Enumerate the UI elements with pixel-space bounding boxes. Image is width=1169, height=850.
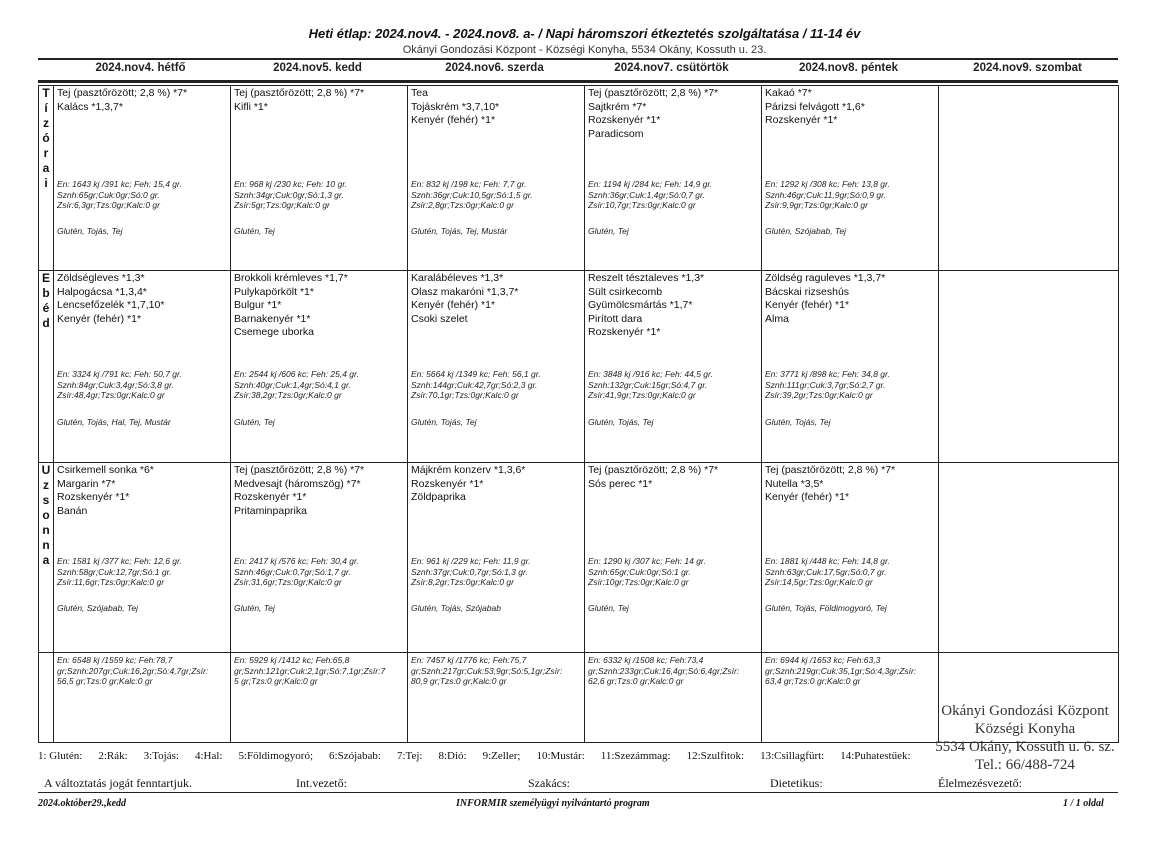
nutrition-line: Zsír:9,9gr;Tzs:0gr;Kalc:0 gr xyxy=(765,200,868,210)
dish-item: Csemege uborka xyxy=(234,326,314,338)
day-header: 2024.nov6. szerda xyxy=(445,62,544,74)
dish-item: Pritaminpaprika xyxy=(234,504,307,517)
menu-cell xyxy=(939,463,1119,653)
allergen-legend-item: 2:Rák: xyxy=(98,750,128,762)
allergen-legend-item: 11:Szezámmag: xyxy=(600,750,671,762)
allergen-list: Glutén, Tojás, Tej xyxy=(411,417,477,427)
meal-label xyxy=(39,271,54,463)
allergen-legend-item: 7:Tej: xyxy=(396,750,423,762)
nutrition-info xyxy=(765,556,890,588)
dish-item: Nutella *3,5* xyxy=(765,477,824,490)
allergen-list: Glutén, Szójabab, Tej xyxy=(57,603,138,613)
total-line: gr;Sznh:219gr;Cuk:35,1gr;Só:4,3gr;Zsír: xyxy=(765,665,917,676)
allergen-legend-item: 14:Puhatestűek: xyxy=(840,750,911,762)
stamp-line: 5534 Okány, Kossuth u. 6. sz. xyxy=(935,739,1115,755)
page-subtitle: Okányi Gondozási Központ - Községi Konyha, 5534 Okány, Kossuth u. 23. xyxy=(402,44,767,56)
nutrition-line: Zsír:70,1gr;Tzs:0gr;Kalc:0 gr xyxy=(411,390,519,400)
nutrition-line: Sznh:63gr;Cuk:17,5gr;Só:0,7 gr. xyxy=(765,566,887,577)
nutrition-info xyxy=(57,369,182,401)
allergen-legend-item: 4:Hal: xyxy=(194,750,223,762)
dish-item: Rozskenyér *1* xyxy=(765,114,838,126)
nutrition-line: Zsír:8,2gr;Tzs:0gr;Kalc:0 gr xyxy=(411,577,514,587)
allergen-list: Glutén, Tej xyxy=(588,603,629,613)
dish-item: Kenyér (fehér) *1* xyxy=(57,312,142,325)
nutrition-line: Zsír:11,6gr;Tzs:0gr;Kalc:0 gr xyxy=(57,577,165,587)
menu-cell xyxy=(54,86,231,271)
dish-item: Kalács *1,3,7* xyxy=(57,100,123,113)
dish-item: Sós perec *1* xyxy=(588,477,653,490)
menu-cell xyxy=(408,463,585,653)
divider xyxy=(38,58,1118,60)
dish-item: Tej (pasztőrözött; 2,8 %) *7* xyxy=(57,87,188,99)
meal-label-letter: b xyxy=(42,286,50,300)
menu-cell xyxy=(54,463,231,653)
day-header: 2024.nov4. hétfő xyxy=(95,62,186,74)
nutrition-line: En: 3771 kj /898 kc; Feh: 34,8 gr. xyxy=(765,369,890,379)
dish-item: Bulgur *1* xyxy=(234,299,282,311)
dish-item: Pirított dara xyxy=(588,312,643,325)
menu-cell xyxy=(762,271,939,463)
nutrition-info xyxy=(411,179,533,211)
dish-item: Karalábéleves *1,3* xyxy=(411,272,504,284)
menu-cell xyxy=(585,86,762,271)
allergen-list: Glutén, Tojás, Szójabab xyxy=(411,603,501,613)
nutrition-line: En: 1581 kj /377 kc; Feh: 12,6 gr. xyxy=(57,556,182,566)
int-vezeto-label: Int.vezető: xyxy=(296,776,347,790)
day-header: 2024.nov8. péntek xyxy=(798,62,899,74)
notice-text: A változtatás jogát fenntartjuk. xyxy=(44,776,192,790)
dish-item: Tej (pasztőrözött; 2,8 %) *7* xyxy=(588,87,719,99)
meal-label-letter: o xyxy=(42,508,50,522)
stamp-line: Községi Konyha xyxy=(974,721,1076,737)
nutrition-line: Sznh:37gr;Cuk:0,7gr;Só:1,3 gr. xyxy=(411,566,528,577)
nutrition-line: En: 2544 kj /606 kc; Feh: 25,4 gr. xyxy=(234,369,359,379)
elelmezesvezeto-label: Élelmezésvezető: xyxy=(938,776,1022,790)
dish-item: Csirkemell sonka *6* xyxy=(57,464,154,476)
nutrition-line: En: 3848 kj /916 kc; Feh: 44,5 gr. xyxy=(588,369,713,379)
nutrition-line: Sznh:36gr;Cuk:10,5gr;Só:1,5 gr. xyxy=(411,189,533,200)
dish-item: Halpogácsa *1,3,4* xyxy=(57,285,147,298)
dish-item: Tej (pasztőrözött; 2,8 %) *7* xyxy=(234,87,365,99)
dish-item: Tej (pasztőrözött; 2,8 %) *7* xyxy=(234,464,365,476)
nutrition-line: Zsír:5gr;Tzs:0gr;Kalc:0 gr xyxy=(234,200,330,210)
dietetikus-label: Dietetikus: xyxy=(770,776,823,790)
nutrition-info xyxy=(765,179,890,211)
page-number: 1 / 1 oldal xyxy=(1063,798,1104,809)
dish-item: Kakaó *7* xyxy=(765,87,812,99)
menu-table xyxy=(38,85,1119,743)
menu-cell xyxy=(408,86,585,271)
daily-total-cell xyxy=(585,653,762,743)
nutrition-info xyxy=(411,556,531,588)
meal-label-letter: z xyxy=(43,116,49,130)
nutrition-line: En: 1881 kj /448 kc; Feh: 14,8 gr. xyxy=(765,556,890,566)
total-line: 5 gr;Tzs:0 gr;Kalc:0 gr xyxy=(234,676,318,686)
daily-total-cell xyxy=(54,653,231,743)
nutrition-line: Zsír:38,2gr;Tzs:0gr;Kalc:0 gr xyxy=(234,390,342,400)
nutrition-line: Zsír:6,3gr;Tzs:0gr;Kalc:0 gr xyxy=(57,200,160,210)
nutrition-line: En: 3324 kj /791 kc; Feh: 50,7 gr. xyxy=(57,369,182,379)
meal-label-letter: E xyxy=(41,271,50,285)
meal-label-letter: a xyxy=(42,553,50,567)
menu-cell xyxy=(585,271,762,463)
nutrition-line: Sznh:65gr;Cuk:0gr;Só:0 gr. xyxy=(57,189,160,200)
meal-row xyxy=(39,271,1119,463)
total-line: 80,9 gr;Tzs:0 gr;Kalc:0 gr xyxy=(411,676,507,686)
dish-item: Kenyér (fehér) *1* xyxy=(765,299,850,311)
dish-item: Kenyér (fehér) *1* xyxy=(765,491,850,503)
nutrition-line: Sznh:111gr;Cuk:3,7gr;Só:2,7 gr. xyxy=(765,379,886,390)
allergen-legend-item: 1: Glutén: xyxy=(38,750,83,762)
allergen-list: Glutén, Szójabab, Tej xyxy=(765,226,846,236)
nutrition-line: Zsír:14,5gr;Tzs:0gr;Kalc:0 gr xyxy=(765,577,873,587)
dish-item: Tojáskrém *3,7,10* xyxy=(411,100,500,113)
meal-label-letter: n xyxy=(42,523,50,537)
menu-cell xyxy=(585,463,762,653)
nutrition-line: En: 1290 kj /307 kc; Feh: 14 gr. xyxy=(588,556,706,566)
dish-item: Zöldpaprika xyxy=(411,491,466,503)
nutrition-line: En: 1643 kj /391 kc; Feh: 15,4 gr. xyxy=(57,179,182,189)
dish-item: Tea xyxy=(411,87,428,99)
nutrition-line: Sznh:46gr;Cuk:11,9gr;Só:0,9 gr. xyxy=(765,189,886,200)
meal-row xyxy=(39,463,1119,653)
daily-total-cell xyxy=(231,653,408,743)
nutrition-line: Zsír:41,9gr;Tzs:0gr;Kalc:0 gr xyxy=(588,390,696,400)
nutrition-line: En: 961 kj /229 kc; Feh: 11,9 gr. xyxy=(411,556,531,566)
kitchen-stamp xyxy=(905,702,1145,774)
allergen-list: Glutén, Tej xyxy=(234,603,275,613)
total-line: gr;Sznh:233gr;Cuk:16,4gr;Só:6,4gr;Zsír: xyxy=(588,665,740,676)
meal-label-letter: r xyxy=(43,146,49,160)
dish-item: Csoki szelet xyxy=(411,312,468,325)
dish-item: Gyümölcsmártás *1,7* xyxy=(588,299,693,311)
nutrition-line: Sznh:40gr;Cuk:1,4gr;Só:4,1 gr. xyxy=(234,379,351,390)
dish-item: Pulykapörkölt *1* xyxy=(234,285,314,298)
menu-cell xyxy=(408,271,585,463)
meal-label-letter: i xyxy=(44,176,48,190)
meal-label-letter: a xyxy=(42,161,50,175)
nutrition-info xyxy=(588,369,713,401)
nutrition-info xyxy=(234,369,359,401)
dish-item: Rozskenyér *1* xyxy=(234,491,307,503)
nutrition-line: En: 5664 kj /1349 kc; Feh: 56,1 gr. xyxy=(411,369,541,379)
day-header: 2024.nov9. szombat xyxy=(973,62,1082,74)
nutrition-info xyxy=(765,369,890,401)
nutrition-line: Zsír:2,8gr;Tzs:0gr;Kalc:0 gr xyxy=(411,200,514,210)
meal-label-letter: U xyxy=(41,463,51,477)
divider xyxy=(38,792,1118,793)
dish-item: Medvesajt (háromszög) *7* xyxy=(234,477,361,490)
allergen-legend-item: 5:Földimogyoró; xyxy=(238,750,314,762)
nutrition-line: Sznh:36gr;Cuk:1,4gr;Só:0,7 gr. xyxy=(588,189,705,200)
allergen-legend-item: 12:Szulfitok: xyxy=(686,750,745,762)
dish-item: Bácskai rizseshús xyxy=(765,285,850,298)
nutrition-info xyxy=(57,556,182,588)
meal-label-letter: é xyxy=(42,301,50,315)
nutrition-line: Sznh:58gr;Cuk:12,7gr;Só:1 gr. xyxy=(57,566,172,577)
nutrition-line: Zsír:48,4gr;Tzs:0gr;Kalc:0 gr xyxy=(57,390,165,400)
allergen-list: Glutén, Tojás, Tej xyxy=(57,226,123,236)
menu-cell xyxy=(762,463,939,653)
totals-label xyxy=(39,653,54,743)
nutrition-line: En: 832 kj /198 kc; Feh: 7,7 gr. xyxy=(411,179,527,189)
nutrition-line: Zsír:10,7gr;Tzs:0gr;Kalc:0 gr xyxy=(588,200,696,210)
nutrition-info xyxy=(234,179,347,211)
dish-item: Margarin *7* xyxy=(57,477,116,490)
meal-row xyxy=(39,86,1119,271)
nutrition-line: Zsír:39,2gr;Tzs:0gr;Kalc:0 gr xyxy=(765,390,873,400)
total-line: En: 6332 kj /1508 kc; Feh:73,4 xyxy=(588,655,704,665)
dish-item: Brokkoli krémleves *1,7* xyxy=(234,272,348,284)
nutrition-info xyxy=(588,556,706,588)
stamp-line: Tel.: 66/488-724 xyxy=(975,757,1075,773)
total-line: 63,4 gr;Tzs:0 gr;Kalc:0 gr xyxy=(765,676,861,686)
nutrition-line: Sznh:144gr;Cuk:42,7gr;Só:2,3 gr. xyxy=(411,379,538,390)
dish-item: Sajtkrém *7* xyxy=(588,100,647,113)
allergen-list: Glutén, Tojás, Tej xyxy=(765,417,831,427)
meal-label-letter: d xyxy=(42,316,50,330)
meal-label-letter: s xyxy=(42,493,50,507)
meal-label-letter: n xyxy=(42,538,50,552)
total-line: gr;Sznh:121gr;Cuk:2,1gr;Só:7,1gr;Zsír:7 xyxy=(234,665,386,676)
menu-cell xyxy=(939,86,1119,271)
dish-item: Zöldségleves *1,3* xyxy=(57,272,145,284)
total-line: En: 5929 kj /1412 kc; Feh:65,8 xyxy=(234,655,350,665)
dish-item: Rozskenyér *1* xyxy=(57,491,130,503)
dish-item: Kifli *1* xyxy=(234,100,268,113)
total-line: gr;Sznh:207gr;Cuk:16,2gr;Só:4,7gr;Zsír: xyxy=(57,665,209,676)
szakacs-label: Szakács: xyxy=(528,776,570,790)
nutrition-info xyxy=(411,369,541,401)
daily-total-cell xyxy=(408,653,585,743)
menu-cell xyxy=(54,271,231,463)
total-line: 56,5 gr;Tzs:0 gr;Kalc:0 gr xyxy=(57,676,153,686)
meal-label-letter: z xyxy=(43,478,49,492)
meal-label-letter: T xyxy=(42,86,50,100)
dish-item: Kenyér (fehér) *1* xyxy=(411,299,496,311)
nutrition-line: Sznh:132gr;Cuk:15gr;Só:4,7 gr. xyxy=(588,379,708,390)
nutrition-line: Zsír:10gr;Tzs:0gr;Kalc:0 gr xyxy=(588,577,689,587)
dish-item: Alma xyxy=(765,312,789,325)
dish-item: Paradicsom xyxy=(588,127,644,140)
meal-label xyxy=(39,463,54,653)
dish-item: Zöldség raguleves *1,3,7* xyxy=(765,272,886,284)
dish-item: Rozskenyér *1* xyxy=(588,114,661,126)
dish-item: Májkrém konzerv *1,3,6* xyxy=(411,464,526,476)
allergen-list: Glutén, Tojás, Tej xyxy=(588,417,654,427)
menu-cell xyxy=(231,271,408,463)
nutrition-line: Sznh:65gr;Cuk:0gr;Só:1 gr. xyxy=(588,566,691,577)
total-line: En: 6944 kj /1653 kc; Feh:63,3 xyxy=(765,655,881,665)
print-date: 2024.október29.,kedd xyxy=(38,798,127,809)
dish-item: Banán xyxy=(57,504,88,517)
nutrition-line: Sznh:46gr;Cuk:0,7gr;Só:1,7 gr. xyxy=(234,566,351,577)
menu-cell xyxy=(762,86,939,271)
dish-item: Olasz makaróni *1,3,7* xyxy=(411,285,519,298)
nutrition-info xyxy=(234,556,359,588)
dish-item: Barnakenyér *1* xyxy=(234,312,311,325)
allergen-list: Glutén, Tej xyxy=(588,226,629,236)
menu-cell xyxy=(231,463,408,653)
program-name: INFORMIR személyügyi nyilvántartó program xyxy=(456,798,650,809)
dish-item: Rozskenyér *1* xyxy=(411,477,484,490)
divider xyxy=(38,80,1118,83)
allergen-legend-item: 3:Tojás: xyxy=(143,750,179,762)
nutrition-line: Sznh:84gr;Cuk:3,4gr;Só:3,8 gr. xyxy=(57,379,174,390)
dish-item: Párizsi felvágott *1,6* xyxy=(765,100,865,113)
nutrition-line: En: 2417 kj /576 kc; Feh: 30,4 gr. xyxy=(234,556,359,566)
allergen-list: Glutén, Tej xyxy=(234,226,275,236)
menu-cell xyxy=(231,86,408,271)
meal-label-letter: ó xyxy=(42,131,50,145)
dish-item: Tej (pasztőrözött; 2,8 %) *7* xyxy=(765,464,896,476)
total-line: En: 7457 kj /1776 kc; Feh:75,7 xyxy=(411,655,527,665)
nutrition-info xyxy=(588,179,712,211)
allergen-list: Glutén, Tojás, Hal, Tej, Mustár xyxy=(57,417,171,427)
allergen-list: Glutén, Tojás, Földimogyoró, Tej xyxy=(765,603,887,613)
day-headers xyxy=(38,62,1118,78)
allergen-legend-item: 8:Dió: xyxy=(438,750,467,762)
allergen-list: Glutén, Tej xyxy=(234,417,275,427)
meal-label-letter: í xyxy=(44,101,48,115)
dish-item: Rozskenyér *1* xyxy=(588,326,661,338)
dish-item: Kenyér (fehér) *1* xyxy=(411,114,496,126)
dish-item: Sült csirkecomb xyxy=(588,285,663,298)
dish-item: Reszelt tésztaleves *1,3* xyxy=(588,272,705,284)
allergen-legend-item: 10:Mustár: xyxy=(536,750,585,762)
nutrition-line: En: 1292 kj /308 kc; Feh: 13,8 gr. xyxy=(765,179,890,189)
nutrition-line: Sznh:34gr;Cuk:0gr;Só:1,3 gr. xyxy=(234,189,344,200)
nutrition-info xyxy=(57,179,182,211)
dish-item: Lencsefőzelék *1,7,10* xyxy=(57,299,165,311)
allergen-legend-item: 13:Csillagfürt: xyxy=(760,750,825,762)
allergen-legend-item: 6:Szójabab: xyxy=(329,750,381,762)
nutrition-line: En: 968 kj /230 kc; Feh: 10 gr. xyxy=(234,179,348,189)
day-header: 2024.nov5. kedd xyxy=(273,62,362,74)
nutrition-line: Zsír:31,6gr;Tzs:0gr;Kalc:0 gr xyxy=(234,577,342,587)
menu-cell xyxy=(939,271,1119,463)
stamp-line: Okányi Gondozási Központ xyxy=(941,703,1109,719)
allergen-legend-item: 9:Zeller; xyxy=(482,750,521,762)
page-title: Heti étlap: 2024.nov4. - 2024.nov8. a- / Napi háromszori étkeztetés szolgáltatása / 11-14 év xyxy=(308,26,861,41)
signature-row xyxy=(38,776,1118,792)
day-header: 2024.nov7. csütörtök xyxy=(614,62,729,74)
total-line: En: 6548 kj /1559 kc; Feh:78,7 xyxy=(57,655,173,665)
total-line: 62,6 gr;Tzs:0 gr;Kalc:0 gr xyxy=(588,676,684,686)
total-line: gr;Sznh:217gr;Cuk:53,9gr;Só:5,1gr;Zsír: xyxy=(411,665,563,676)
allergen-list: Glutén, Tojás, Tej, Mustár xyxy=(411,226,508,236)
nutrition-line: En: 1194 kj /284 kc; Feh: 14,9 gr. xyxy=(588,179,713,189)
meal-label xyxy=(39,86,54,271)
dish-item: Tej (pasztőrözött; 2,8 %) *7* xyxy=(588,464,719,476)
